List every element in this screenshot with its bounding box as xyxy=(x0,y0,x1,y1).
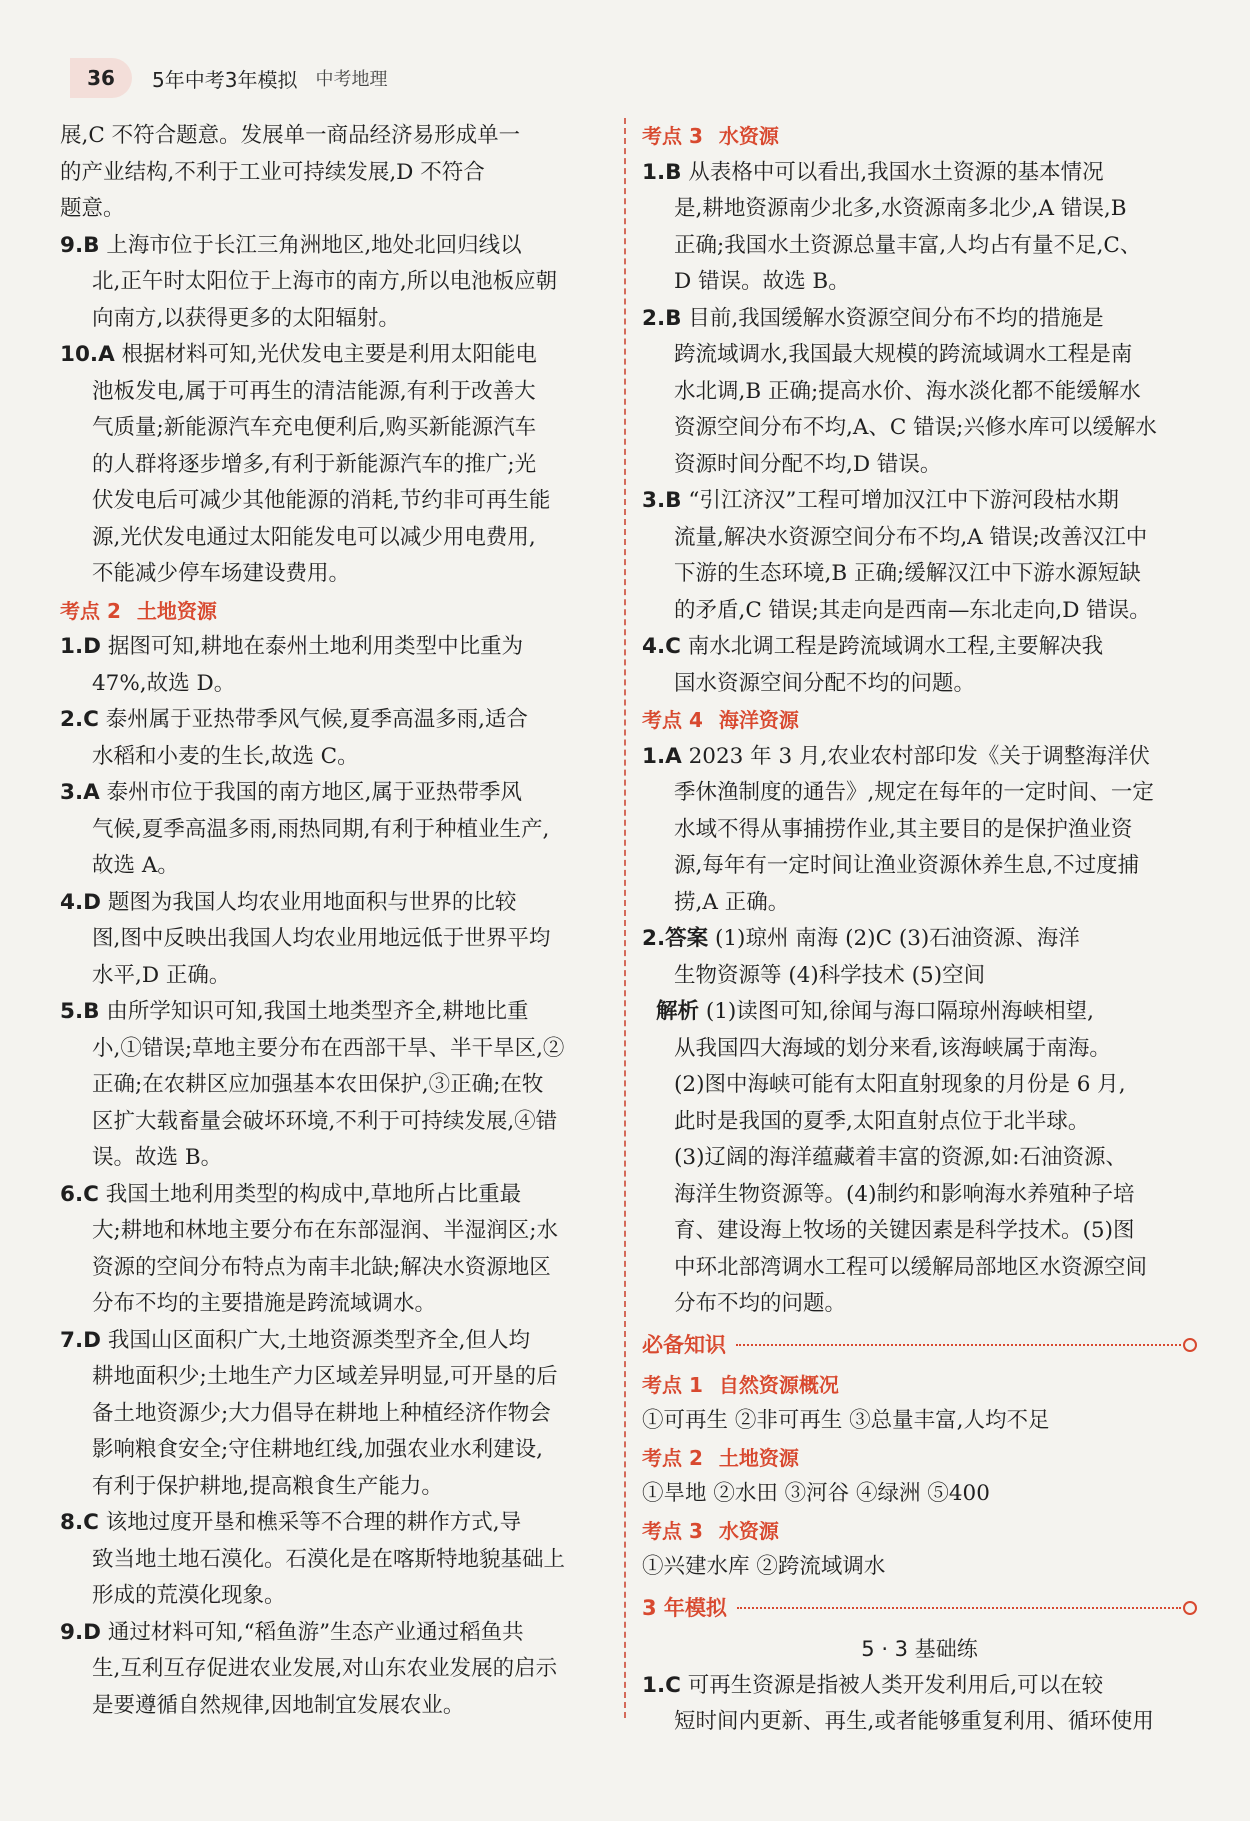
answer-item xyxy=(60,1177,606,1323)
text-line: 的人群将逐步增多,有利于新能源汽车的推广;光 xyxy=(92,451,537,477)
answer-number: 7.D xyxy=(60,1327,101,1353)
text-line: 泰州市位于我国的南方地区,属于亚热带季风 xyxy=(99,780,522,805)
text-line: 不能减少停车场建设费用。 xyxy=(92,561,351,586)
text-line: 误。故选 B。 xyxy=(92,1145,223,1170)
answer-number: 2.B xyxy=(642,305,682,331)
answer-item xyxy=(642,739,1197,922)
text-line: 题意。 xyxy=(60,196,125,221)
text-line: 正确;在农耕区应加强基本农田保护,③正确;在牧 xyxy=(92,1072,544,1097)
section-title: 自然资源概况 xyxy=(718,1372,839,1397)
banner-mock xyxy=(642,1590,1197,1626)
text-line: 该地过度开垦和樵采等不合理的耕作方式,导 xyxy=(98,1510,522,1535)
text-line: 展,C 不符合题意。发展单一商品经济易形成单一 xyxy=(60,123,521,148)
answer-number: 4.D xyxy=(60,889,101,915)
answer-number: 6.C xyxy=(60,1181,99,1207)
text-line: 小,①错误;草地主要分布在西部干旱、半干旱区,② xyxy=(92,1035,565,1061)
text-line: (3)辽阔的海洋蕴藏着丰富的资源,如:石油资源、 xyxy=(674,1145,1128,1170)
text-line: 生物资源等 (4)科学技术 (5)空间 xyxy=(674,962,986,988)
text-line: 大;耕地和林地主要分布在东部湿润、半湿润区;水 xyxy=(92,1218,558,1243)
text-line: 根据材料可知,光伏发电主要是利用太阳能电 xyxy=(114,342,537,367)
column-divider xyxy=(624,118,626,1718)
text-line: 47%,故选 D。 xyxy=(92,670,236,696)
section-heading xyxy=(60,593,606,630)
text-line: 正确;我国水土资源总量丰富,人均占有量不足,C、 xyxy=(674,232,1142,258)
text-line: 我国山区面积广大,土地资源类型齐全,但人均 xyxy=(100,1327,530,1353)
answer-item xyxy=(60,885,606,995)
answer-item xyxy=(60,337,606,593)
answer-item xyxy=(60,1505,606,1615)
text-line: 泰州属于亚热带季风气候,夏季高温多雨,适合 xyxy=(98,707,528,732)
section-label: 考点 4 xyxy=(642,708,703,732)
text-line: 形成的荒漠化现象。 xyxy=(92,1583,286,1608)
text-line: 的产业结构,不利于工业可持续发展,D 不符合 xyxy=(60,159,485,185)
text-line: 伏发电后可减少其他能源的消耗,节约非可再生能 xyxy=(92,488,551,513)
text-line: 海洋生物资源等。(4)制约和影响海水养殖种子培 xyxy=(674,1181,1135,1207)
text-line: 据图可知,耕地在泰州土地利用类型中比重为 xyxy=(100,634,524,659)
section-title: 土地资源 xyxy=(718,1445,799,1470)
text-line: (1)读图可知,徐闻与海口隔琼州海峡相望, xyxy=(699,999,1094,1024)
answer-number: 3.B xyxy=(642,488,682,513)
page-number: 36 xyxy=(70,58,132,98)
answer-item xyxy=(642,1668,1197,1741)
text-line: 区扩大载畜量会破坏环境,不利于可持续发展,④错 xyxy=(92,1108,558,1134)
text-line: 向南方,以获得更多的太阳辐射。 xyxy=(92,305,400,331)
section-title: 海洋资源 xyxy=(718,708,799,732)
text-line: D 错误。故选 B。 xyxy=(674,269,850,294)
text-line: 下游的生态环境,B 正确;缓解汉江中下游水源短缺 xyxy=(674,561,1141,586)
text-line: 从表格中可以看出,我国水土资源的基本情况 xyxy=(681,159,1104,185)
page-header xyxy=(70,58,387,98)
section-label: 考点 2 xyxy=(642,1445,703,1470)
answer-item xyxy=(642,629,1197,702)
section-heading xyxy=(642,702,1197,739)
section-heading xyxy=(642,1440,1197,1477)
answer-number: 5.B xyxy=(60,999,100,1024)
text-line: 流量,解决水资源空间分布不均,A 错误;改善汉江中 xyxy=(674,524,1148,550)
section-label: 考点 3 xyxy=(642,124,703,148)
text-line: 国水资源空间分配不均的问题。 xyxy=(674,670,976,696)
text-line: 气候,夏季高温多雨,雨热同期,有利于种植业生产, xyxy=(92,816,550,842)
section-heading xyxy=(642,118,1197,155)
text-line: 池板发电,属于可再生的清洁能源,有利于改善大 xyxy=(92,378,536,404)
answer-item xyxy=(60,1323,606,1506)
answer-item xyxy=(60,228,606,338)
text-line: 的矛盾,C 错误;其走向是西南—东北走向,D 错误。 xyxy=(674,597,1151,623)
text-line: 南水北调工程是跨流域调水工程,主要解决我 xyxy=(680,634,1104,659)
knowledge-items: ①兴建水库 ②跨流域调水 xyxy=(642,1554,886,1579)
text-line: 可再生资源是指被人类开发利用后,可以在较 xyxy=(680,1672,1104,1698)
text-line: 有利于保护耕地,提高粮食生产能力。 xyxy=(92,1473,443,1499)
text-line: 中环北部湾调水工程可以缓解局部地区水资源空间 xyxy=(674,1254,1148,1280)
text-line: 分布不均的问题。 xyxy=(674,1291,847,1316)
knowledge-items: ①旱地 ②水田 ③河谷 ④绿洲 ⑤400 xyxy=(642,1481,990,1506)
answer-item xyxy=(642,483,1197,629)
text-line: 水域不得从事捕捞作业,其主要目的是保护渔业资 xyxy=(674,816,1133,842)
banner-essential-knowledge xyxy=(642,1327,1197,1363)
text-line: 捞,A 正确。 xyxy=(674,889,790,915)
dotted-rule xyxy=(736,1344,1181,1346)
section-title: 水资源 xyxy=(718,1518,779,1543)
answer-number: 1.A xyxy=(642,743,682,769)
text-line: 是要遵循自然规律,因地制宜发展农业。 xyxy=(92,1692,465,1718)
text-line: 源,光伏发电通过太阳能发电可以减少用电费用, xyxy=(92,524,536,550)
text-line: “引江济汉”工程可增加汉江中下游河段枯水期 xyxy=(681,488,1119,513)
practice-title: 5 · 3 基础练 xyxy=(861,1636,978,1661)
text-line: 影响粮食安全;守住耕地红线,加强农业水利建设, xyxy=(92,1437,543,1462)
text-line: 水稻和小麦的生长,故选 C。 xyxy=(92,743,359,769)
text-line: 气质量;新能源汽车充电便利后,购买新能源汽车 xyxy=(92,415,537,440)
text-line: 耕地面积少;土地生产力区域差异明显,可开垦的后 xyxy=(92,1364,558,1389)
book-title: 5年中考3年模拟 xyxy=(152,67,298,92)
text-line: 图,图中反映出我国人均农业用地远低于世界平均 xyxy=(92,926,551,951)
section-label: 考点 2 xyxy=(60,598,121,623)
text-line: 生,互利互存促进农业发展,对山东农业发展的启示 xyxy=(92,1656,558,1681)
answer-number: 10.A xyxy=(60,342,115,367)
text-line: 水平,D 正确。 xyxy=(92,962,231,988)
text-line: 源,每年有一定时间让渔业资源休养生息,不过度捕 xyxy=(674,853,1140,878)
section-label: 考点 1 xyxy=(642,1372,703,1397)
text-line: 2023 年 3 月,农业农村部印发《关于调整海洋伏 xyxy=(681,743,1150,769)
text-line: 资源空间分布不均,A、C 错误;兴修水库可以缓解水 xyxy=(674,415,1157,440)
text-line: 通过材料可知,“稻鱼游”生态产业通过稻鱼共 xyxy=(100,1619,524,1645)
answer-item xyxy=(642,301,1197,484)
text-line: 季休渔制度的通告》,规定在每年的一定时间、一定 xyxy=(674,780,1154,805)
answer-item xyxy=(60,702,606,775)
text-line: 分布不均的主要措施是跨流域调水。 xyxy=(92,1291,437,1316)
answer-number: 8.C xyxy=(60,1510,99,1535)
text-line: 备土地资源少;大力倡导在耕地上种植经济作物会 xyxy=(92,1400,551,1426)
analysis-label: 解析 xyxy=(656,999,700,1024)
answer-number: 1.D xyxy=(60,634,101,659)
text-line: 由所学知识可知,我国土地类型齐全,耕地比重 xyxy=(99,999,529,1024)
right-column xyxy=(642,118,1197,1741)
answer-number: 1.C xyxy=(642,1672,681,1698)
answer-item xyxy=(60,629,606,702)
answer-number: 4.C xyxy=(642,634,681,659)
answer-number: 2. xyxy=(642,926,666,951)
section-title: 土地资源 xyxy=(136,598,217,623)
answer-number: 9.B xyxy=(60,232,100,258)
answer-item xyxy=(60,1615,606,1725)
banner-title: 3 年模拟 xyxy=(642,1595,727,1620)
answer-item xyxy=(642,155,1197,301)
dotted-rule xyxy=(737,1607,1181,1609)
text-line: 跨流域调水,我国最大规模的跨流域调水工程是南 xyxy=(674,342,1133,367)
knowledge-items: ①可再生 ②非可再生 ③总量丰富,人均不足 xyxy=(642,1408,1050,1433)
answer-number: 9.D xyxy=(60,1619,101,1645)
answer-item xyxy=(642,921,1197,1323)
text-line: 水北调,B 正确;提高水价、海水淡化都不能缓解水 xyxy=(674,378,1141,404)
text-line: (1)琼州 南海 (2)C (3)石油资源、海洋 xyxy=(708,926,1080,951)
text-line: (2)图中海峡可能有太阳直射现象的月份是 6 月, xyxy=(674,1072,1126,1097)
text-line: 此时是我国的夏季,太阳直射点位于北半球。 xyxy=(674,1108,1090,1134)
text-line: 短时间内更新、再生,或者能够重复利用、循环使用 xyxy=(674,1709,1154,1734)
text-line: 北,正午时太阳位于上海市的南方,所以电池板应朝 xyxy=(92,269,558,294)
answer-item xyxy=(60,994,606,1177)
text-line: 目前,我国缓解水资源空间分布不均的措施是 xyxy=(681,305,1104,331)
banner-title: 必备知识 xyxy=(642,1332,726,1357)
book-subtitle: 中考地理 xyxy=(315,69,388,90)
section-heading xyxy=(642,1367,1197,1404)
text-line: 题图为我国人均农业用地面积与世界的比较 xyxy=(100,889,517,915)
text-line: 资源时间分配不均,D 错误。 xyxy=(674,451,942,477)
section-heading xyxy=(642,1513,1197,1550)
section-title: 水资源 xyxy=(718,124,779,148)
answer-number: 1.B xyxy=(642,159,682,185)
answer-number: 2.C xyxy=(60,707,99,732)
text-line: 育、建设海上牧场的关键因素是科学技术。(5)图 xyxy=(674,1218,1135,1243)
answer-number: 3.A xyxy=(60,780,100,805)
text-line: 我国土地利用类型的构成中,草地所占比重最 xyxy=(98,1181,522,1207)
text-line: 上海市位于长江三角洲地区,地处北回归线以 xyxy=(99,232,522,258)
circle-icon xyxy=(1183,1601,1197,1615)
text-line: 资源的空间分布特点为南丰北缺;解决水资源地区 xyxy=(92,1254,551,1280)
answer-label: 答案 xyxy=(665,926,709,951)
text-line: 是,耕地资源南少北多,水资源南多北少,A 错误,B xyxy=(674,196,1127,221)
text-line: 致当地土地石漠化。石漠化是在喀斯特地貌基础上 xyxy=(92,1546,566,1572)
circle-icon xyxy=(1183,1338,1197,1352)
answer-item xyxy=(60,775,606,885)
text-line: 故选 A。 xyxy=(92,853,179,878)
section-label: 考点 3 xyxy=(642,1518,703,1543)
text-line: 从我国四大海域的划分来看,该海峡属于南海。 xyxy=(674,1035,1111,1061)
left-column xyxy=(60,118,606,1724)
